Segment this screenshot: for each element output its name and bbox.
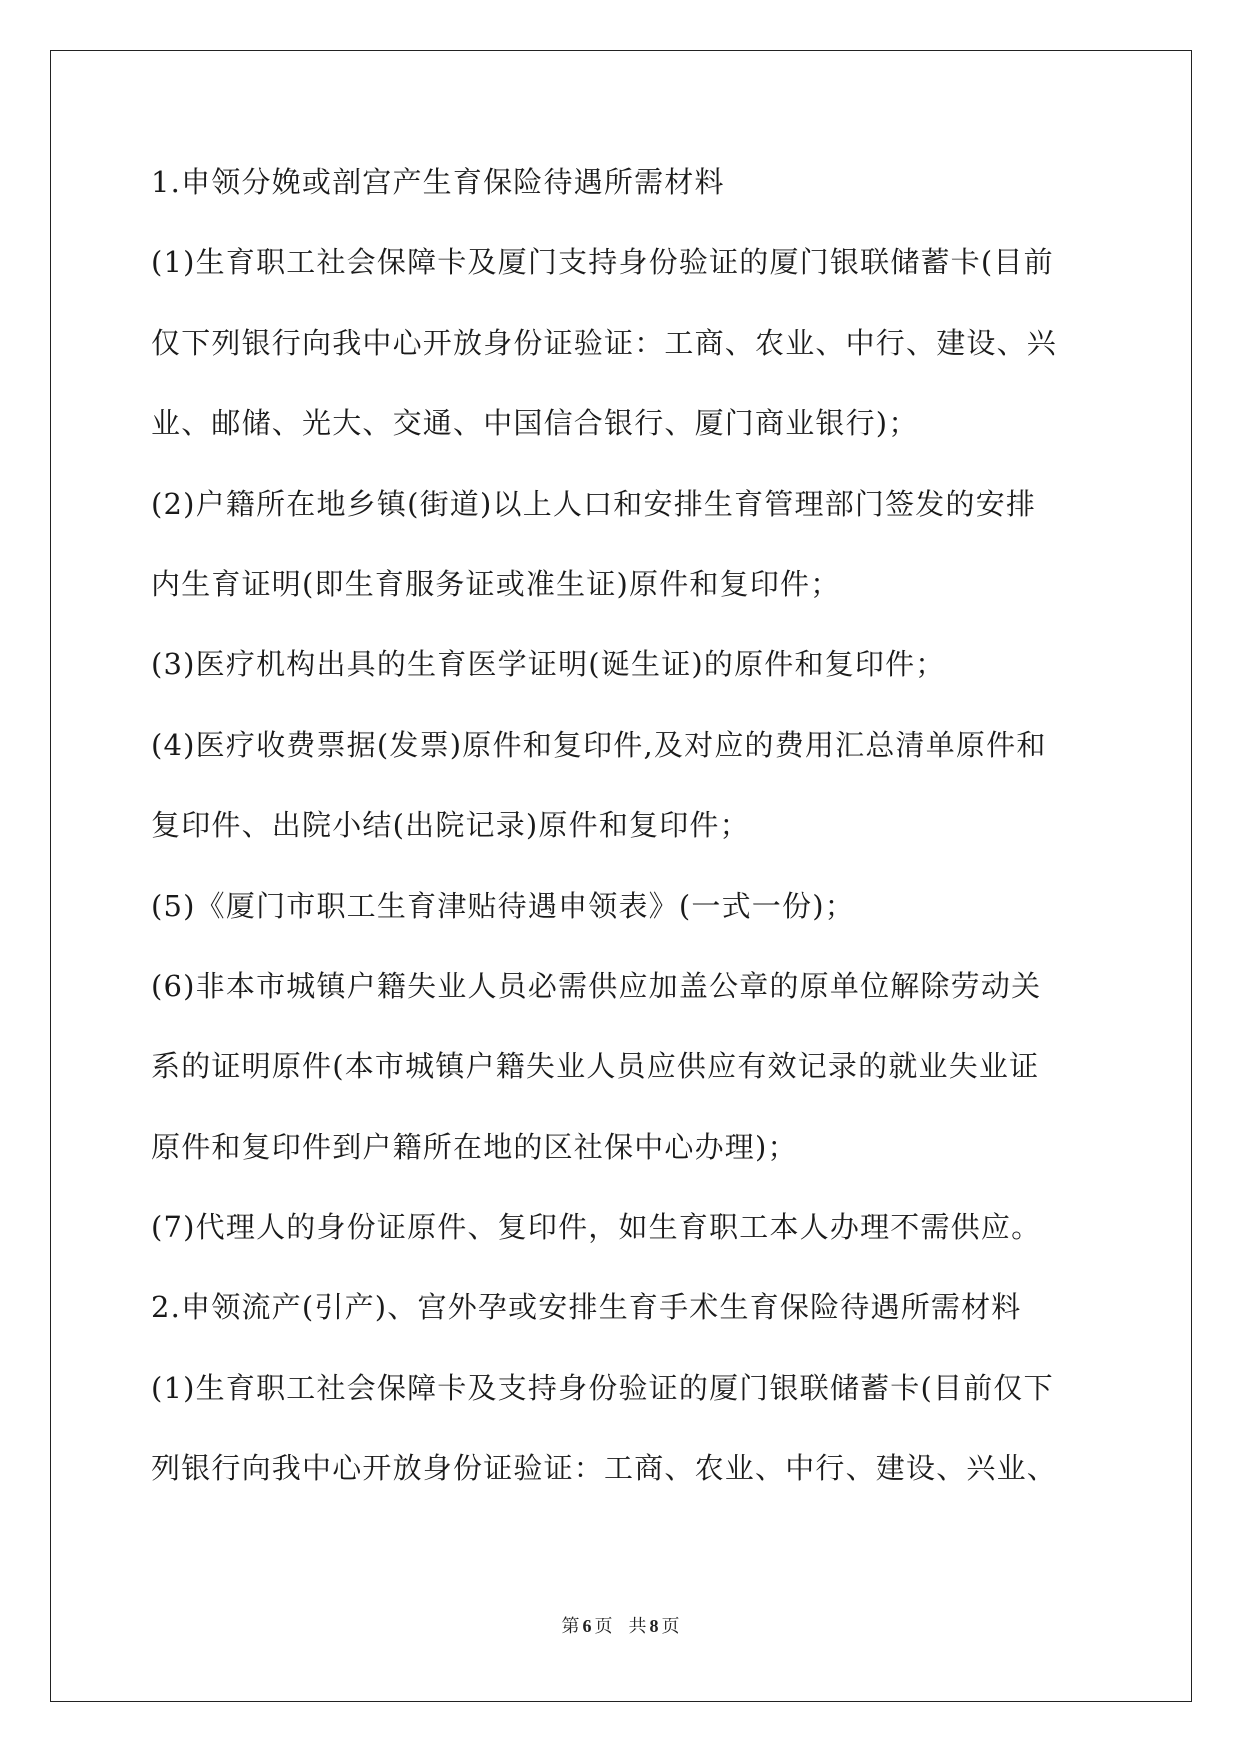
paragraph-line: (4)医疗收费票据(发票)原件和复印件,及对应的费用汇总清单原件和 bbox=[151, 727, 1047, 762]
page-current: 6 bbox=[582, 1616, 592, 1636]
section-heading-1: 1.申领分娩或剖宫产生育保险待遇所需材料 bbox=[151, 165, 725, 199]
page-prefix: 第 bbox=[561, 1616, 580, 1637]
paragraph-line: (6)非本市城镇户籍失业人员必需供应加盖公章的原单位解除劳动关 bbox=[151, 968, 1042, 1003]
paragraph-line: 原件和复印件到户籍所在地的区社保中心办理)； bbox=[151, 1129, 798, 1164]
paragraph-line: 复印件、出院小结(出院记录)原件和复印件； bbox=[151, 808, 750, 843]
paragraph-line: 仅下列银行向我中心开放身份证验证：工商、农业、中行、建设、兴 bbox=[151, 325, 1058, 360]
paragraph-line: 系的证明原件(本市城镇户籍失业人员应供应有效记录的就业失业证 bbox=[151, 1049, 1040, 1084]
total-suffix: 页 bbox=[661, 1616, 680, 1637]
page-total: 8 bbox=[649, 1616, 659, 1636]
paragraph-line: (7)代理人的身份证原件、复印件，如生育职工本人办理不需供应。 bbox=[151, 1210, 1042, 1245]
paragraph-line: 内生育证明(即生育服务证或准生证)原件和复印件； bbox=[151, 566, 841, 601]
total-prefix: 共 bbox=[628, 1616, 647, 1637]
paragraph-line: (1)生育职工社会保障卡及厦门支持身份验证的厦门银联储蓄卡(目前 bbox=[151, 245, 1054, 280]
paragraph-line: (5)《厦门市职工生育津贴待遇申领表》(一式一份)； bbox=[151, 888, 855, 923]
paragraph-line: (1)生育职工社会保障卡及支持身份验证的厦门银联储蓄卡(目前仅下 bbox=[151, 1370, 1054, 1405]
paragraph-line: (2)户籍所在地乡镇(街道)以上人口和安排生育管理部门签发的安排 bbox=[151, 486, 1037, 521]
section-heading-2: 2.申领流产(引产)、宫外孕或安排生育手术生育保险待遇所需材料 bbox=[151, 1290, 1022, 1325]
page-footer bbox=[0, 1612, 1241, 1638]
paragraph-line: (3)医疗机构出具的生育医学证明(诞生证)的原件和复印件； bbox=[151, 647, 946, 682]
page-suffix: 页 bbox=[594, 1616, 613, 1637]
paragraph-line: 业、邮储、光大、交通、中国信合银行、厦门商业银行)； bbox=[151, 406, 919, 441]
paragraph-line: 列银行向我中心开放身份证验证：工商、农业、中行、建设、兴业、 bbox=[151, 1451, 1058, 1486]
document-body bbox=[151, 162, 1091, 1529]
